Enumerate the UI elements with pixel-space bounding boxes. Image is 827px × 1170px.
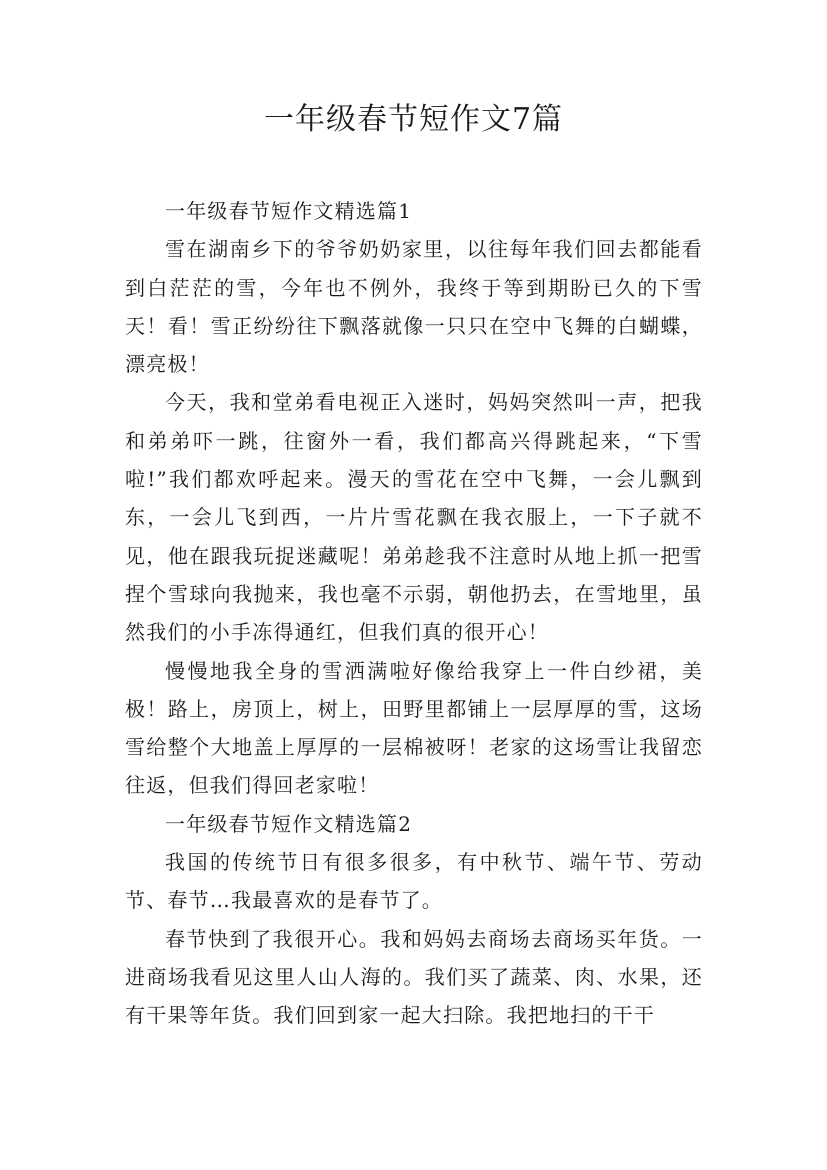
paragraph: 雪在湖南乡下的爷爷奶奶家里，以往每年我们回去都能看到白茫茫的雪，今年也不例外，我终于等到期盼已久的下雪天！看！雪正纷纷往下飘落就像一只只在空中飞舞的白蝴蝶，漂亮极！: [125, 237, 703, 377]
paragraph: 春节快到了我很开心。我和妈妈去商场去商场买年货。一进商场我看见这里人山人海的。我们买了蔬菜、肉、水果，还有干果等年货。我们回到家一起大扫除。我把地扫的干干: [125, 926, 703, 1028]
document-body: [125, 192, 703, 1035]
document-title: 一年级春节短作文7篇: [263, 102, 564, 137]
paragraph: 我国的传统节日有很多很多，有中秋节、端午节、劳动节、春节…我最喜欢的是春节了。: [125, 850, 703, 913]
paragraph: 今天，我和堂弟看电视正入迷时，妈妈突然叫一声，把我和弟弟吓一跳，往窗外一看，我们都高兴得跳起来，“下雪啦!”我们都欢呼起来。漫天的雪花在空中飞舞，一会儿飘到东，一会儿飞到西，一片片雪花飘在我衣服上，一下子就不见，他在跟我玩捉迷藏呢！弟弟趁我不注意时从地上抓一把雪捏个雪球向我抛来，我也毫不示弱，朝他扔去，在雪地里，虽然我们的小手冻得通红，但我们真的很开心！: [125, 390, 703, 645]
section-heading-2: 一年级春节短作文精选篇2: [165, 811, 413, 836]
section-heading-1: 一年级春节短作文精选篇1: [165, 199, 413, 223]
paragraph: 慢慢地我全身的雪洒满啦好像给我穿上一件白纱裙，美极！路上，房顶上，树上，田野里都铺上一层厚厚的雪，这场雪给整个大地盖上厚厚的一层棉被呀！老家的这场雪让我留恋往返，但我们得回老家啦！: [125, 658, 703, 798]
